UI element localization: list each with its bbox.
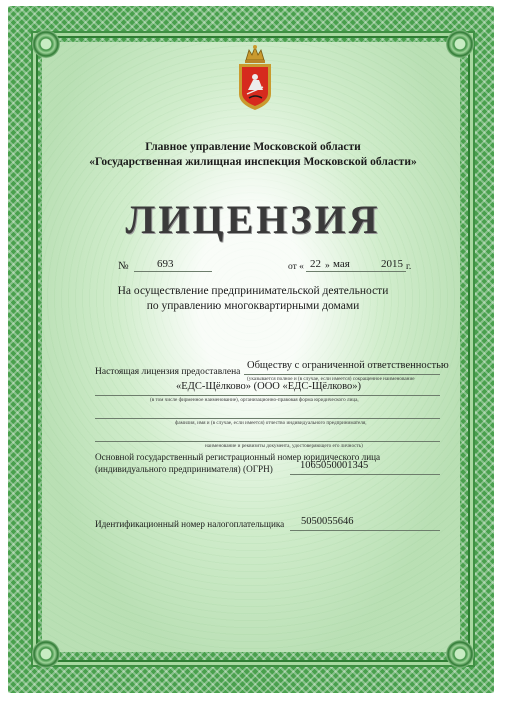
licensee-name-line-2: «ЕДС-Щёлково» (ООО «ЕДС-Щёлково»)	[176, 381, 362, 392]
corner-rosette-top-left	[32, 30, 60, 58]
date-year: 2015	[381, 258, 403, 270]
corner-rosette-bottom-right	[446, 640, 474, 668]
authority-line-2: «Государственная жилищная инспекция Московской области»	[89, 156, 417, 168]
inn-label: Идентификационный номер налогоплательщика	[95, 519, 285, 529]
licensee-hint-1: (указывается полное и (в случае, если имеется) сокращенное наименование	[247, 376, 415, 382]
licensee-hint-2: (в том числе фирменное наименование), организационно-правовая форма юридического лица,	[150, 397, 359, 403]
licensee-underline-3	[95, 418, 440, 419]
activity-line-1: На осуществление предпринимательской деятельности	[117, 285, 389, 297]
licensee-label: Настоящая лицензия предоставлена	[95, 367, 241, 377]
ogrn-underline	[290, 474, 440, 475]
licensee-hint-3: фамилия, имя и (в случае, если имеется) отчество индивидуального предпринимателя,	[175, 420, 367, 426]
licensee-name-line-1: Обществу с ограниченной ответственностью	[247, 360, 449, 371]
corner-rosette-top-right	[446, 30, 474, 58]
date-quote-close: »	[325, 261, 330, 271]
number-underline	[134, 271, 212, 272]
licensee-underline-4	[95, 441, 440, 442]
authority-line-1: Главное управление Московской области	[145, 141, 361, 153]
ogrn-label-line-2: (индивидуального предпринимателя) (ОГРН)	[95, 464, 273, 474]
date-day: 22	[310, 258, 321, 270]
inner-frame-line	[36, 36, 470, 662]
inn-underline	[290, 530, 440, 531]
document-title: ЛИЦЕНЗИЯ	[125, 197, 381, 242]
date-from-label: от «	[288, 262, 304, 272]
activity-line-2: по управлению многоквартирными домами	[146, 300, 360, 312]
inn-value: 5050055646	[301, 516, 354, 527]
licensee-underline-1	[244, 374, 440, 375]
number-value: 693	[157, 258, 174, 270]
date-year-suffix: г.	[406, 262, 412, 272]
date-month: мая	[333, 258, 350, 270]
number-label: №	[118, 260, 129, 272]
coat-of-arms-icon	[236, 42, 274, 112]
ogrn-label-line-1: Основной государственный регистрационный номер юридического лица	[95, 452, 381, 462]
licensee-underline-2	[95, 395, 440, 396]
ogrn-value: 1065050001345	[300, 460, 369, 471]
corner-rosette-bottom-left	[32, 640, 60, 668]
licensee-hint-4: наименование и реквизиты документа, удостоверяющего его личность)	[205, 443, 363, 449]
date-underline	[306, 271, 406, 272]
